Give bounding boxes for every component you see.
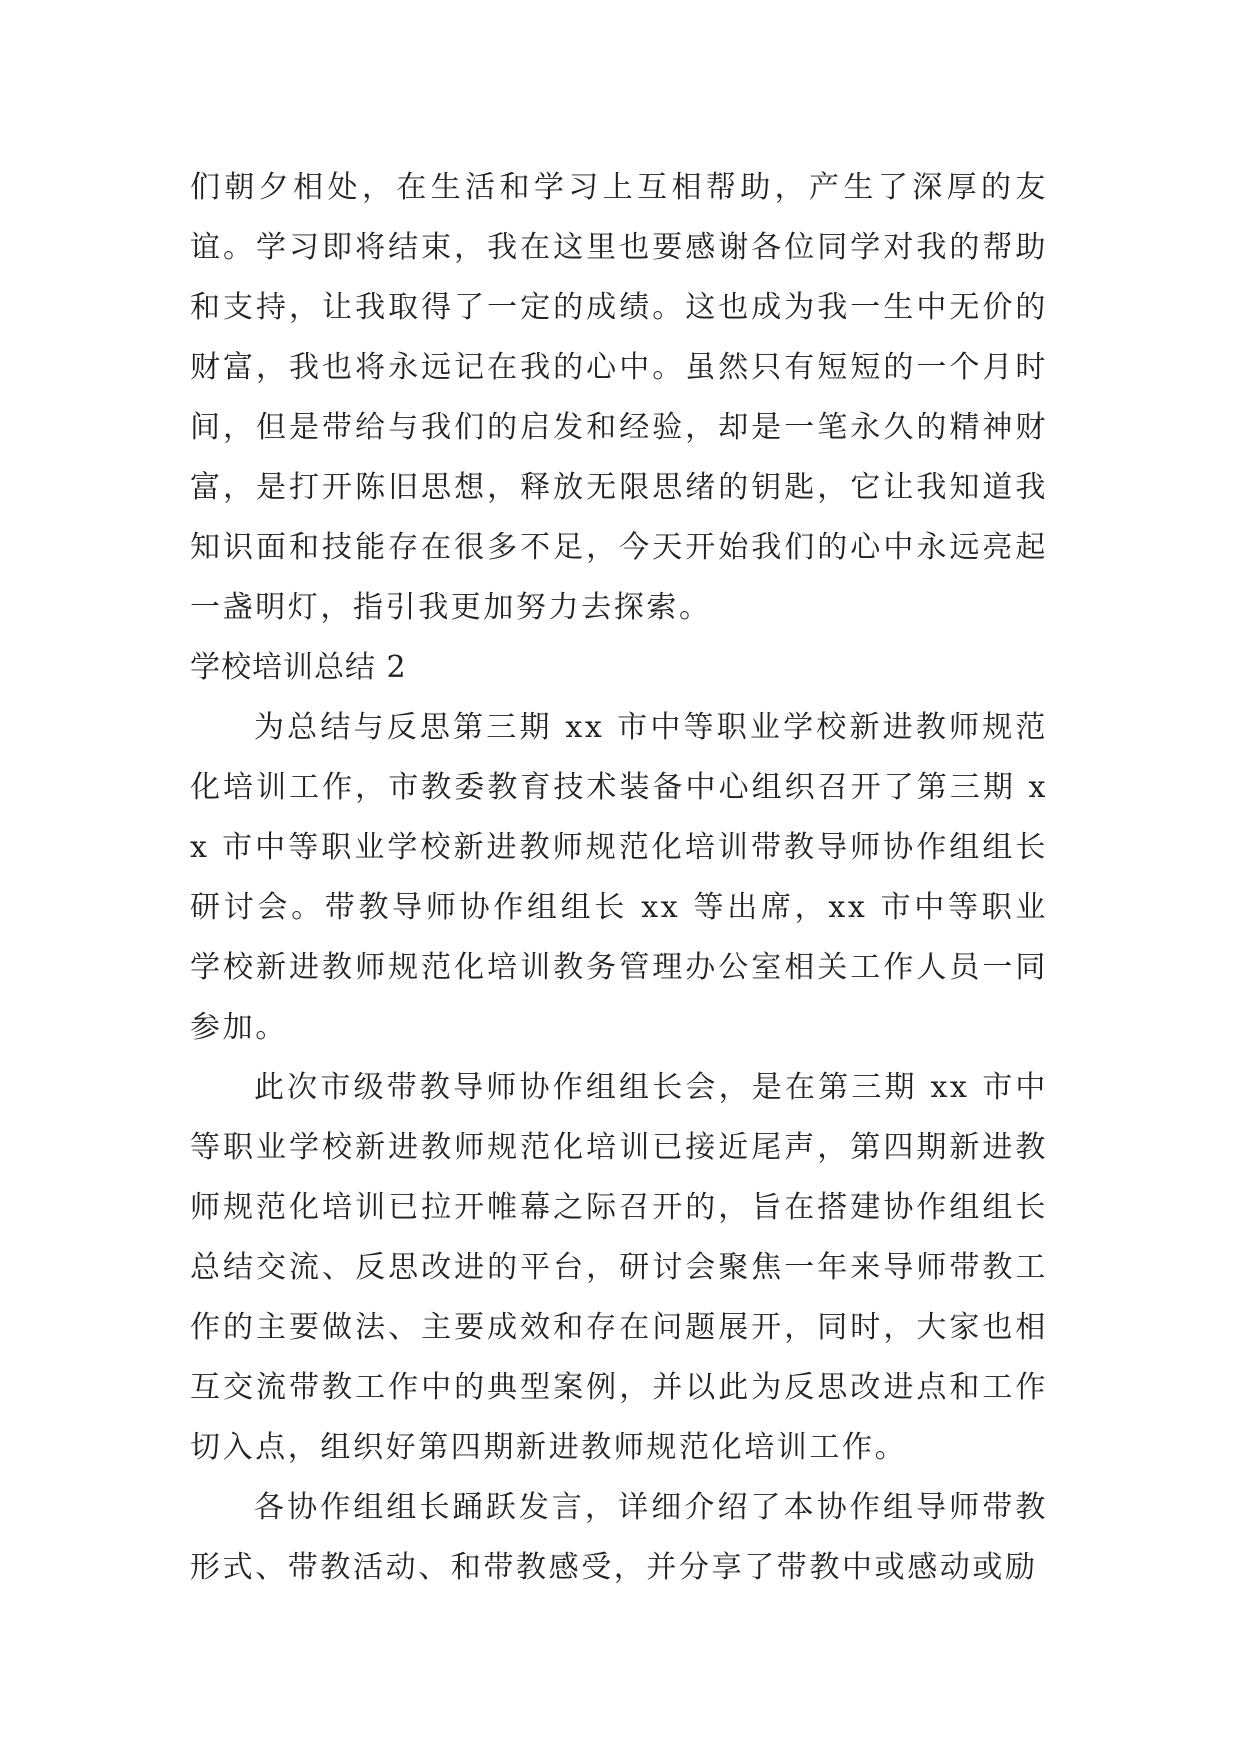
continuation-paragraph: 们朝夕相处，在生活和学习上互相帮助，产生了深厚的友谊。学习即将结束，我在这里也要感谢各位同学对我的帮助和支持，让我取得了一定的成绩。这也成为我一生中无价的财富，我也将永远记在我的心中。虽然只有短短的一个月时间，但是带给与我们的启发和经验，却是一笔永久的精神财富，是打开陈旧思想，释放无限思绪的钥匙，它让我知道我知识面和技能存在很多不足，今天开始我们的心中永远亮起一盏明灯，指引我更加努力去探索。 <box>190 170 1048 625</box>
section-title: 学校培训总结 2 <box>190 650 407 685</box>
document-body <box>190 158 1048 1598</box>
paragraph-1: 为总结与反思第三期 xx 市中等职业学校新进教师规范化培训工作，市教委教育技术装备中心组织召开了第三期 xx 市中等职业学校新进教师规范化培训带教导师协作组组长研讨会。带教导师协作组组长 xx 等出席，xx 市中等职业学校新进教师规范化培训教务管理办公室相关工作人员一同参加。 <box>190 710 1048 1045</box>
paragraph-3: 各协作组组长踊跃发言，详细介绍了本协作组导师带教形式、带教活动、和带教感受，并分享了带教中或感动或励 <box>190 1490 1048 1585</box>
paragraph-2: 此次市级带教导师协作组组长会，是在第三期 xx 市中等职业学校新进教师规范化培训已接近尾声，第四期新进教师规范化培训已拉开帷幕之际召开的，旨在搭建协作组组长总结交流、反思改进的平台，研讨会聚焦一年来导师带教工作的主要做法、主要成效和存在问题展开，同时，大家也相互交流带教工作中的典型案例，并以此为反思改进点和工作切入点，组织好第四期新进教师规范化培训工作。 <box>190 1070 1048 1465</box>
